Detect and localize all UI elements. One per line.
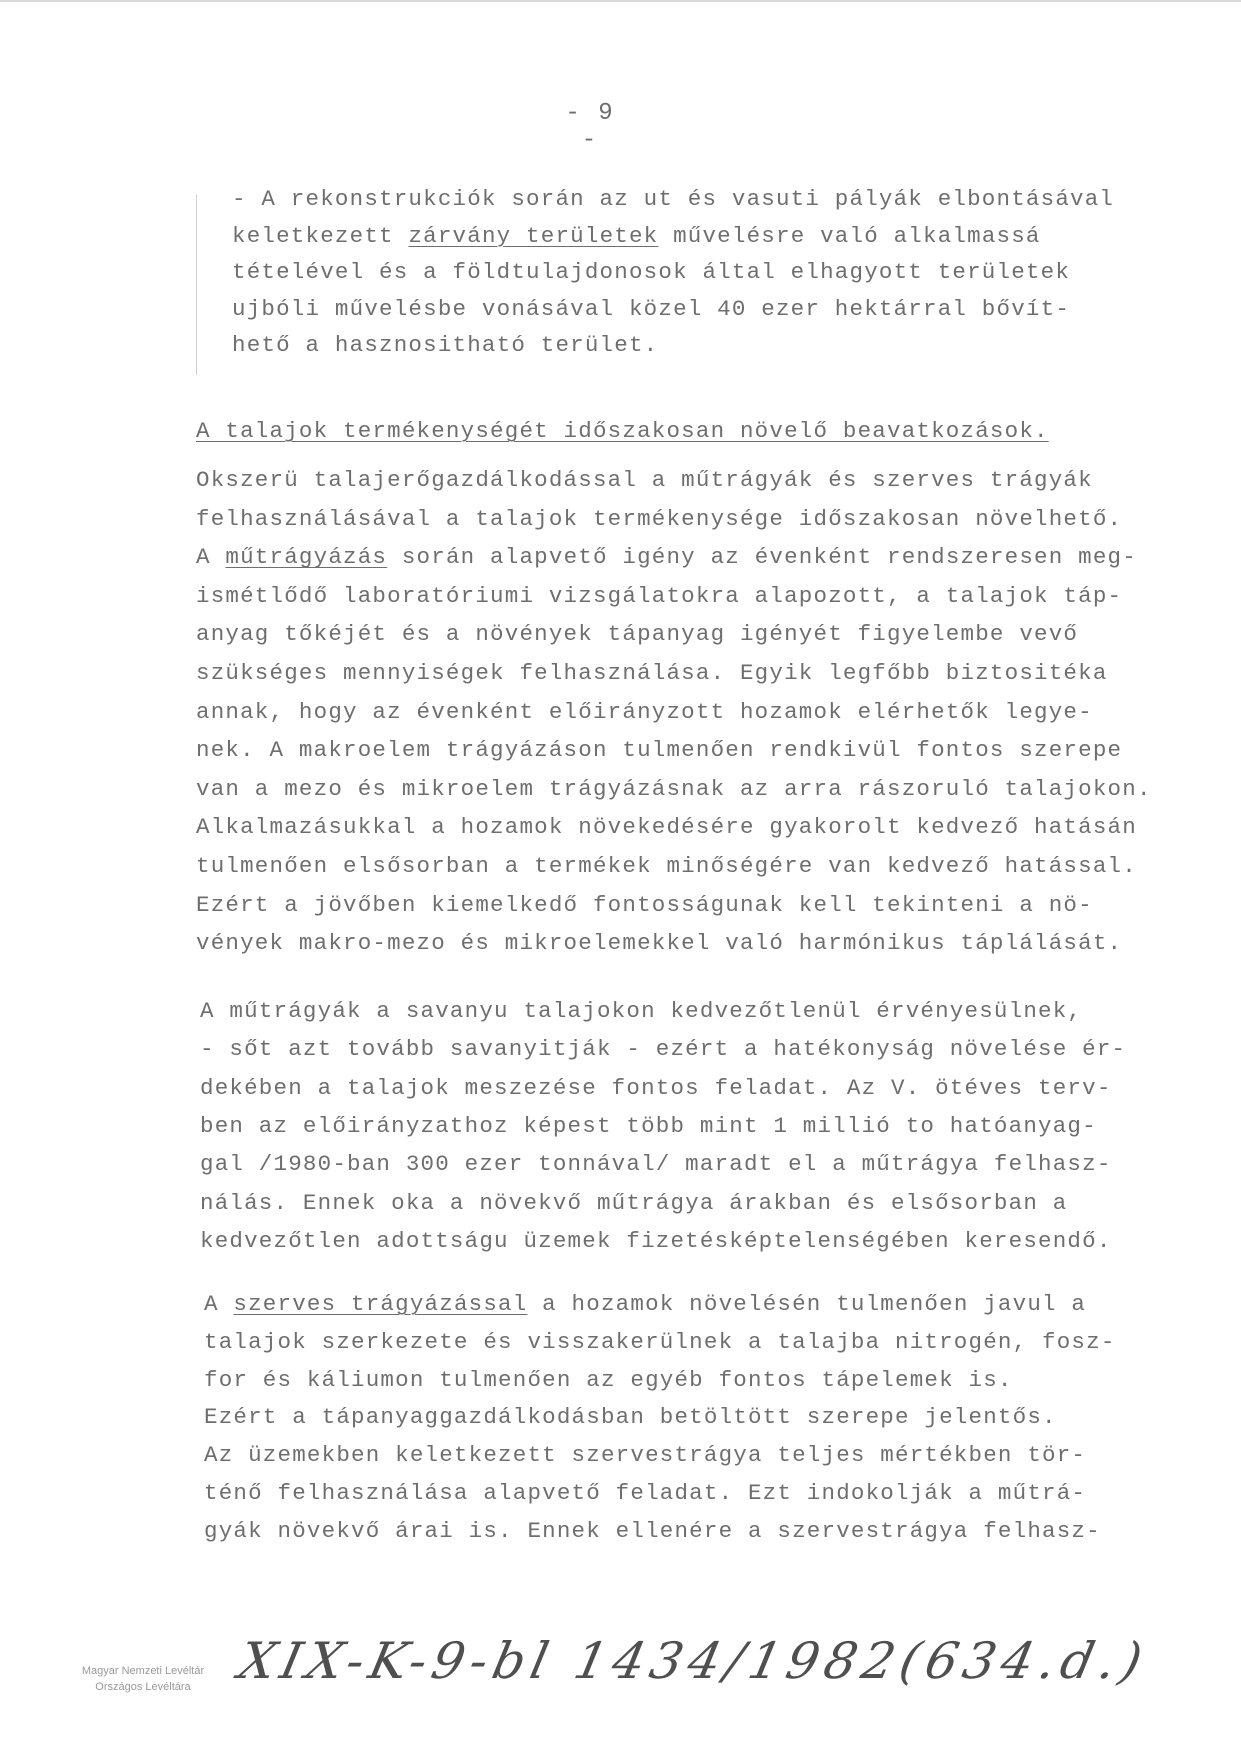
- text-line: [196, 469, 1093, 492]
- text-segment: hető a hasznositható terület.: [232, 332, 659, 358]
- text-segment: Ezért a tápanyaggazdálkodásban betöltött szerepe jelentős.: [204, 1404, 1057, 1431]
- text-line: [204, 1293, 1086, 1316]
- text-line: [200, 1189, 1068, 1216]
- page-number: - 9 -: [565, 100, 615, 154]
- text-segment: szükséges mennyiségek felhasználása. Egyik legfőbb biztositéka: [196, 660, 1108, 686]
- text-line: [232, 295, 1071, 322]
- text-segment: Alkalmazásukkal a hozamok növekedésére gyakorolt kedvező hatásán: [196, 814, 1137, 841]
- text-line: [204, 1517, 1101, 1544]
- text-segment: ben az előirányzathoz képest több mint 1 millió to hatóanyag-: [200, 1112, 1097, 1139]
- text-segment: gal /1980-ban 300 ezer tonnával/ maradt el a műtrágya felhasz-: [200, 1151, 1112, 1178]
- text-line: [232, 261, 1070, 284]
- text-segment: for és káliumon tulmenően az egyéb fontos tápelemek is.: [204, 1366, 1013, 1393]
- section-heading: A talajok termékenységét időszakosan növelő beavatkozások.: [196, 418, 1049, 444]
- text-segment: - A rekonstrukciók során az ut és vasuti pályák elbontásával: [232, 186, 1115, 212]
- text-segment: Ezért a jövőben kiemelkedő fontosságunak kell tekinteni a nö-: [196, 891, 1093, 918]
- text-segment: annak, hogy az évenként előirányzott hozamok elérhetők legye-: [196, 698, 1093, 725]
- text-line: [196, 623, 1078, 646]
- archive-stamp-line: Magyar Nemzeti Levéltár: [81, 1665, 205, 1677]
- text-segment: nálás. Ennek oka a növekvő műtrágya árakban és elsősorban a: [200, 1189, 1068, 1216]
- text-segment: dekében a talajok meszezése fontos feladat. Az V. ötéves terv-: [200, 1074, 1112, 1101]
- text-segment: során alapvető igény az évenként rendszeresen meg-: [387, 544, 1137, 571]
- text-line: [196, 582, 1123, 609]
- text-line: [232, 334, 658, 357]
- text-segment: Okszerü talajerőgazdálkodással a műtrágyák és szerves trágyák: [196, 467, 1093, 493]
- archive-stamp: [58, 1664, 228, 1696]
- text-line: [196, 505, 1123, 532]
- text-segment: keletkezett: [232, 222, 409, 249]
- text-line: [200, 1112, 1097, 1139]
- text-line: [204, 1444, 1086, 1467]
- text-segment: kedvezőtlen adottságu üzemek fizetésképtelenségében keresendő.: [200, 1227, 1112, 1254]
- text-line: [204, 1482, 1086, 1505]
- text-segment: tulmenően elsősorban a termékek minőségére van kedvező hatással.: [196, 853, 1137, 879]
- archive-stamp-line: Országos Levéltára: [95, 1680, 191, 1693]
- text-line: [196, 932, 1122, 955]
- text-line: [200, 1000, 1082, 1023]
- text-line: [196, 816, 1137, 839]
- handwritten-reference: XIX-K-9-bl 1434/1982(634.d.): [233, 1632, 1154, 1690]
- text-segment: A: [196, 544, 226, 571]
- text-line: [232, 222, 1041, 249]
- text-segment: van a mezo és mikroelem trágyázásnak az arra rászoruló talajokon.: [196, 775, 1152, 802]
- text-segment: nek. A makroelem trágyázáson tulmenően rendkivül fontos szerepe: [196, 737, 1123, 764]
- text-line: [196, 698, 1093, 725]
- text-segment: - sőt azt tovább savanyitják - ezért a hatékonyság növelése ér-: [200, 1036, 1127, 1063]
- text-line: [200, 1153, 1112, 1176]
- text-segment: művelésre való alkalmassá: [658, 222, 1041, 249]
- text-line: [196, 891, 1093, 918]
- text-segment: felhasználásával a talajok termékenysége időszakosan növelhető.: [196, 505, 1123, 532]
- text-line: [196, 739, 1122, 762]
- text-segment: gyák növekvő árai is. Ennek ellenére a szervestrágya felhasz-: [204, 1517, 1101, 1544]
- text-segment: A műtrágyák a savanyu talajokon kedvezőtlenül érvényesülnek,: [200, 998, 1083, 1024]
- text-line: [204, 1328, 1116, 1355]
- text-line: [232, 188, 1114, 211]
- text-segment: a hozamok növelésén tulmenően javul a: [527, 1291, 1087, 1317]
- text-segment: Az üzemekben keletkezett szervestrágya teljes mértékben tör-: [204, 1442, 1087, 1469]
- text-segment: ténő felhasználása alapvető feladat. Ezt indokolják a műtrá-: [204, 1480, 1087, 1506]
- underlined-term: szerves trágyázással: [233, 1291, 528, 1317]
- text-segment: talajok szerkezete és visszakerülnek a talajba nitrogén, fosz-: [204, 1328, 1116, 1355]
- margin-bracket: [196, 195, 203, 375]
- text-segment: anyag tőkéjét és a növények tápanyag igényét figyelembe vevő: [196, 621, 1079, 648]
- text-line: [200, 1038, 1126, 1061]
- text-segment: ujbóli művelésbe vonásával közel 40 ezer hektárral bővít-: [232, 295, 1071, 322]
- text-line: [196, 855, 1137, 878]
- top-edge-rule: [0, 0, 1241, 2]
- underlined-term: műtrágyázás: [225, 544, 388, 571]
- text-segment: ismétlődő laboratóriumi vizsgálatokra alapozott, a talajok táp-: [196, 582, 1123, 609]
- text-line: [196, 546, 1137, 569]
- text-line: [196, 662, 1108, 685]
- text-line: [200, 1227, 1112, 1254]
- text-line: [200, 1074, 1112, 1101]
- underlined-term: zárvány területek: [408, 222, 659, 249]
- text-line: [204, 1406, 1057, 1429]
- text-line: [204, 1366, 1013, 1393]
- text-line: [196, 775, 1152, 802]
- text-segment: tételével és a földtulajdonosok által elhagyott területek: [232, 259, 1071, 285]
- text-segment: vények makro-mezo és mikroelemekkel való harmónikus táplálását.: [196, 930, 1123, 957]
- text-segment: A: [204, 1291, 234, 1317]
